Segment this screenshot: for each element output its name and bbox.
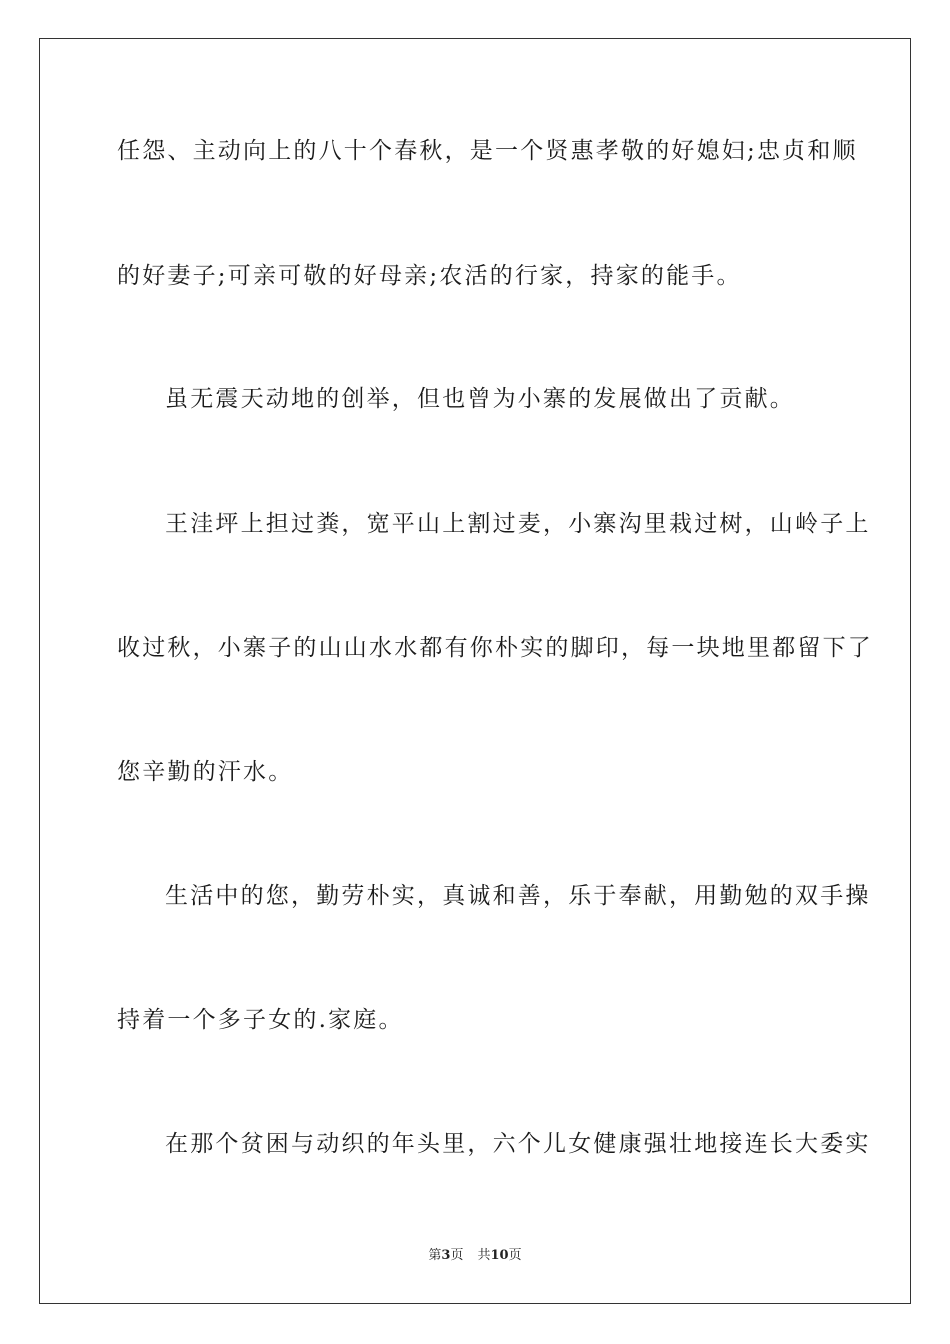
text-line: 持着一个多子女的.家庭。 xyxy=(117,1007,404,1033)
page-number xyxy=(428,1248,463,1263)
text-line: 任怨、主动向上的八十个春秋，是一个贤惠孝敬的好媳妇;忠贞和顺 xyxy=(117,138,858,164)
page-border xyxy=(39,38,911,1304)
text-line: 收过秋，小寨子的山山水水都有你朴实的脚印，每一块地里都留下了 xyxy=(117,635,873,661)
page-suffix: 页 xyxy=(450,1248,464,1263)
text-line: 的好妻子;可亲可敬的好母亲;农活的行家，持家的能手。 xyxy=(117,263,742,289)
current-page: 3 xyxy=(441,1248,451,1263)
page-total xyxy=(477,1248,521,1263)
page-prefix: 第 xyxy=(428,1248,442,1263)
paragraph-first-line: 在那个贫困与动织的年头里，六个儿女健康强壮地接连长大委实 xyxy=(165,1131,871,1157)
total-pages: 10 xyxy=(490,1248,509,1263)
total-suffix: 页 xyxy=(508,1248,522,1263)
total-prefix: 共 xyxy=(477,1248,491,1263)
page-footer xyxy=(0,1247,950,1265)
paragraph-first-line: 王洼坪上担过粪，宽平山上割过麦，小寨沟里栽过树，山岭子上 xyxy=(165,511,871,537)
text-line: 您辛勤的汗水。 xyxy=(117,759,294,785)
paragraph-first-line: 虽无震天动地的创举，但也曾为小寨的发展做出了贡献。 xyxy=(165,386,795,412)
paragraph-first-line: 生活中的您，勤劳朴实，真诚和善，乐于奉献，用勤勉的双手操 xyxy=(165,883,871,909)
